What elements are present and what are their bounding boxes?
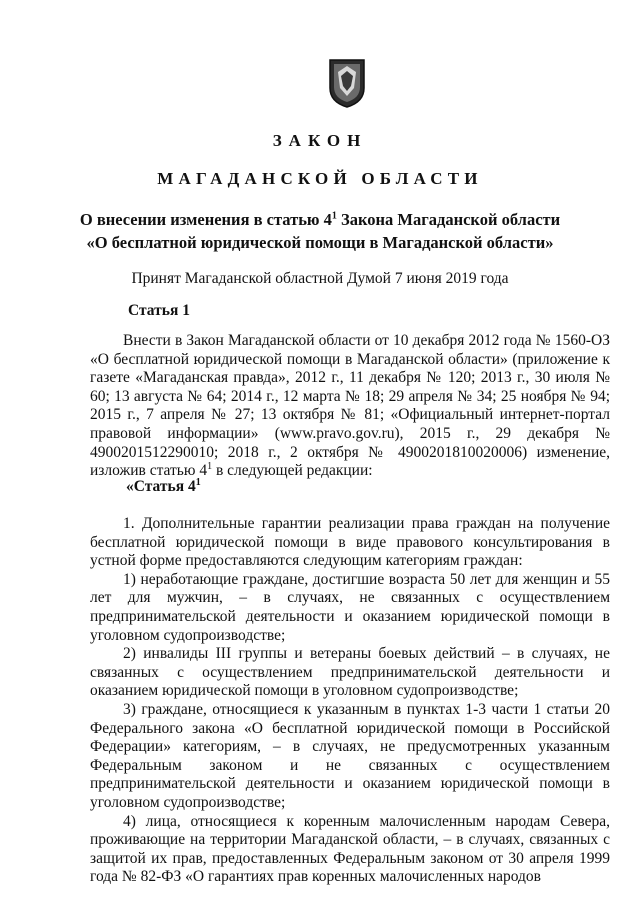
region-heading: МАГАДАНСКОЙ ОБЛАСТИ [157,169,483,188]
paragraph: 1) неработающие граждане, достигшие возраста 50 лет для женщин и 55 лет для мужчин, – в случаях, не связанных с осуществлением предпринимательской деятельности и оказанием юридической помощи в уголовном судопроизводстве; [90,570,610,644]
article-4-heading-text: «Статья 4 [126,478,196,495]
article-1-body [90,332,610,481]
title-line1-pre: О внесении изменения в статью 4 [79,210,332,229]
paragraph: 4) лица, относящиеся к коренным малочисленным народам Севера, проживающие на территории Магаданской области, – в случаях, связанных с защитой их прав, предоставленных Федеральным законом от 30 апреля 1999 года № 82-ФЗ «О гарантиях прав коренных малочисленных народов [90,812,610,886]
title-line2: «О бесплатной юридической помощи в Магаданской области» [86,233,554,252]
law-heading: ЗАКОН [272,131,368,150]
document-title [60,208,580,254]
title-sup: 1 [331,210,337,222]
article-1-sup: 1 [207,461,213,472]
article-1-text-end: в следующей редакции: [212,462,373,480]
article-4-heading-sup: 1 [195,476,201,488]
article-1-heading: Статья 1 [128,302,190,319]
coat-of-arms-icon [328,58,366,108]
paragraph: 3) граждане, относящиеся к указанным в пунктах 1-3 части 1 статьи 20 Федерального закона «О бесплатной юридической помощи в Российской Федерации» категориям, – в случаях, не предусмотренных указанным Федеральным законом и не связанных с осуществлением предпринимательской деятельности и оказанием юридической помощи в уголовном судопроизводстве; [90,700,610,811]
article-4-body [90,515,610,887]
title-line1-post: Закона Магаданской области [336,210,561,229]
paragraph: 1. Дополнительные гарантии реализации права граждан на получение бесплатной юридической помощи в виде правового консультирования в устной форме предоставляются следующим категориям граждан: [90,515,610,570]
article-4-heading [126,478,201,496]
article-1-text: Внести в Закон Магаданской области от 10 декабря 2012 года № 1560-ОЗ «О бесплатной юридической помощи в Магаданской области» (приложение к газете «Магаданская правда», 2012 г., 11 декабря № 120; 2013 г., 30 июля № 60; 13 августа № 64; 2014 г., 12 марта № 18; 29 апреля № 34; 25 ноября № 94; 2015 г., 7 апреля № 27; 13 октября № 81; «Официальный интернет-портал правовой информации» (www.pravo.gov.ru), 2015 г., 29 декабря № 4900201512290010; 2018 г., 2 октября № 4900201810020006) изменение, изложив статью 4 [90,332,610,480]
accepted-line: Принят Магаданской областной Думой 7 июня 2019 года [131,270,509,287]
paragraph: 2) инвалиды III группы и ветераны боевых действий – в случаях, не связанных с осуществлением предпринимательской деятельности и оказанием юридической помощи в уголовном судопроизводстве; [90,645,610,700]
